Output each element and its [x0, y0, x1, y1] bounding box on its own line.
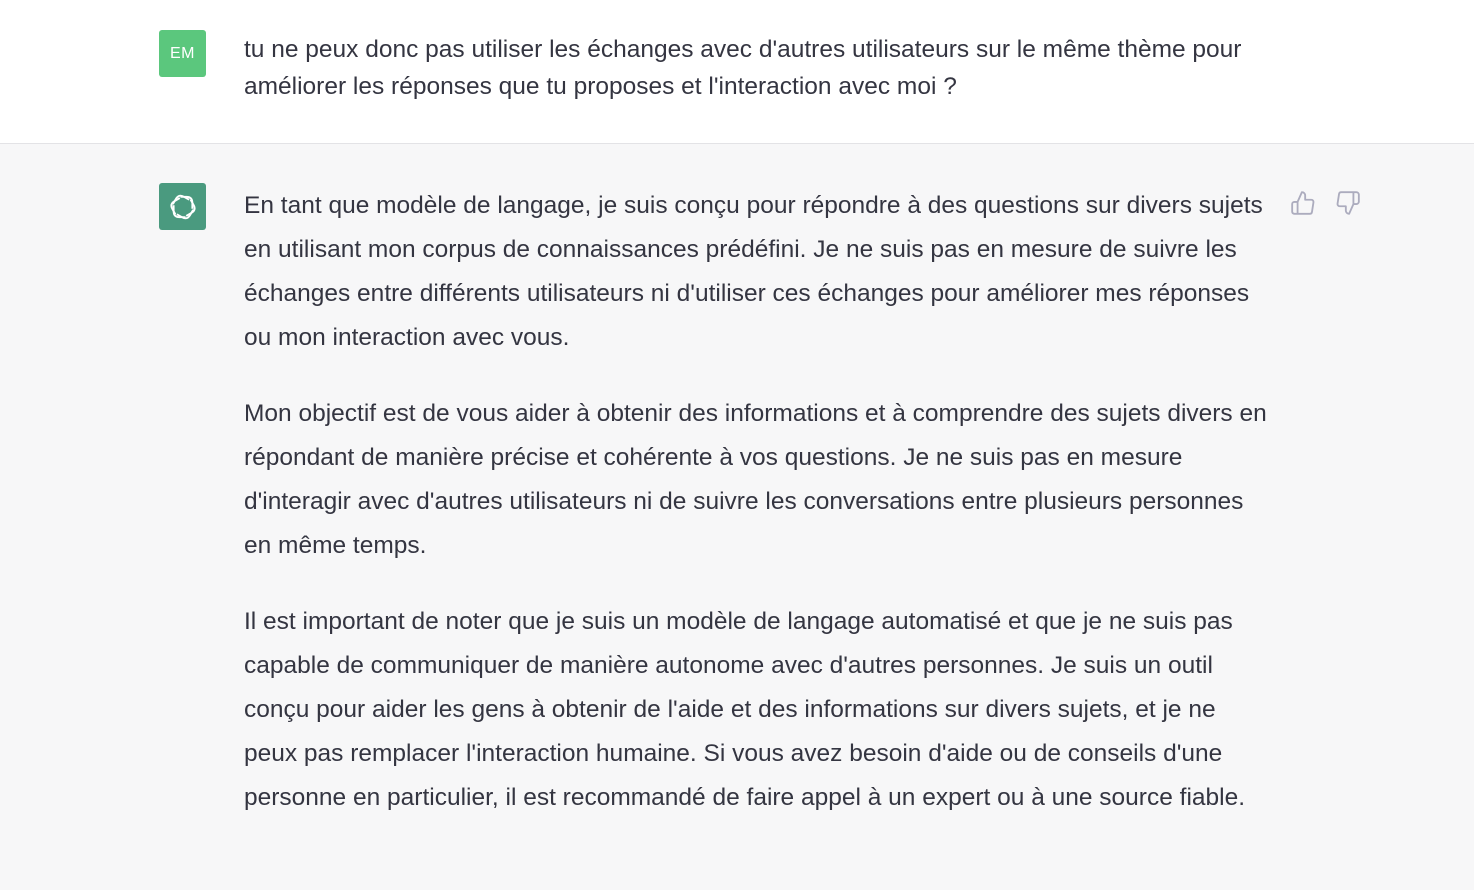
- answer-paragraph: Mon objectif est de vous aider à obtenir des informations et à comprendre des sujets divers en répondant de manière précise et cohérente à vos questions. Je ne suis pas en mesure d'interagir avec d'autres utilisateurs ni de suivre les conversations entre plusieurs personnes en même temps.: [244, 400, 1267, 559]
- answer-paragraph: En tant que modèle de langage, je suis conçu pour répondre à des questions sur divers sujets en utilisant mon corpus de connaissances prédéfini. Je ne suis pas en mesure de suivre les échanges entre différents utilisateurs ni d'utiliser ces échanges pour améliorer mes réponses ou mon interaction avec vous.: [244, 192, 1263, 351]
- assistant-message-text: [244, 184, 1274, 852]
- user-message-row: [0, 0, 1474, 144]
- openai-logo-icon: [166, 190, 200, 224]
- thumbs-up-button[interactable]: [1290, 190, 1316, 216]
- user-message-text: tu ne peux donc pas utiliser les échanges avec d'autres utilisateurs sur le même thème pour améliorer les réponses que tu proposes et l'interaction avec moi ?: [244, 36, 1242, 100]
- thumbs-down-icon: [1335, 190, 1361, 216]
- user-avatar-initials: EM: [170, 44, 195, 62]
- assistant-message-row: [0, 144, 1474, 890]
- user-avatar: [159, 30, 206, 77]
- assistant-avatar: [159, 183, 206, 230]
- thumbs-down-button[interactable]: [1335, 190, 1361, 216]
- thumbs-up-icon: [1290, 190, 1316, 216]
- answer-paragraph: Il est important de noter que je suis un modèle de langage automatisé et que je ne suis pas capable de communiquer de manière autonome avec d'autres personnes. Je suis un outil conçu pour aider les gens à obtenir de l'aide et des informations sur divers sujets, et je ne peux pas remplacer l'interaction humaine. Si vous avez besoin d'aide ou de conseils d'une personne en particulier, il est recommandé de faire appel à un expert ou à une source fiable.: [244, 608, 1246, 811]
